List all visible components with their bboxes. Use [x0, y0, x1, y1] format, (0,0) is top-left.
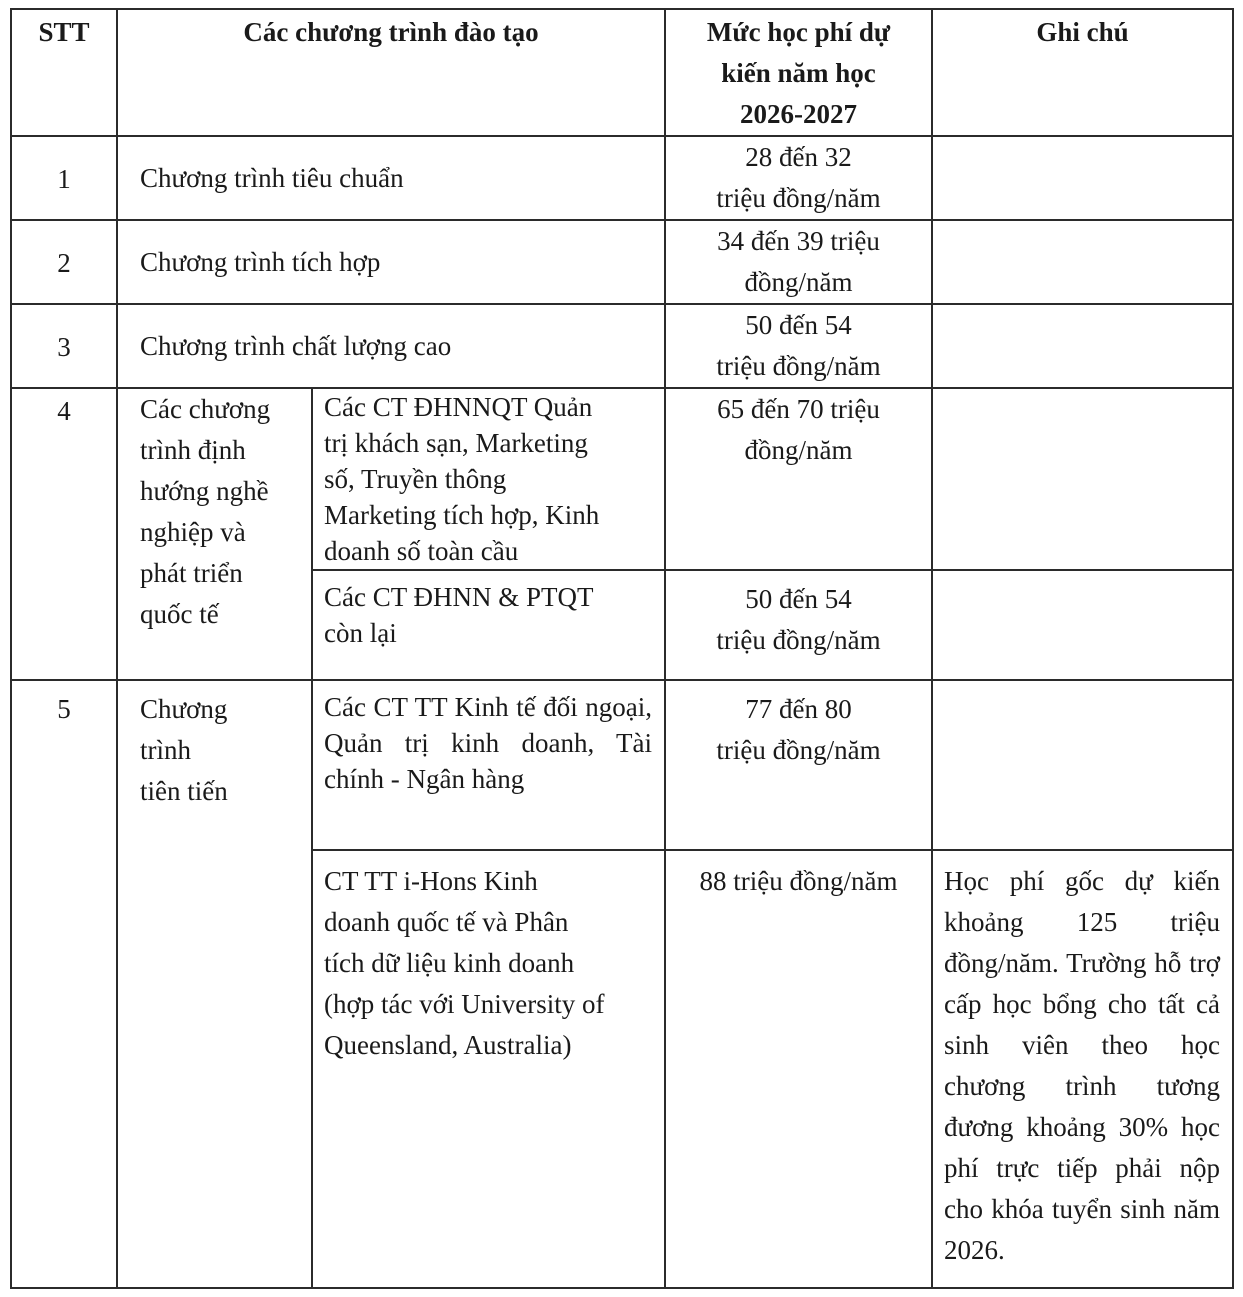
header-note: Ghi chú: [932, 9, 1233, 136]
table-row: [11, 680, 1233, 850]
table-row: [11, 220, 1233, 304]
row-program: Chương trình chất lượng cao: [117, 304, 665, 388]
row-fee: 50 đến 54 triệu đồng/năm: [665, 570, 932, 680]
row-fee: 77 đến 80 triệu đồng/năm: [665, 680, 932, 850]
sub-program: Các CT ĐHNN & PTQT còn lại: [312, 570, 665, 680]
row-note: [932, 570, 1233, 680]
row-fee: 50 đến 54 triệu đồng/năm: [665, 304, 932, 388]
row-note: Học phí gốc dự kiến khoảng 125 triệu đồng/năm. Trường hỗ trợ cấp học bổng cho tất cả sinh viên theo học chương trình tương đương khoảng 30% học phí trực tiếp phải nộp cho khóa tuyển sinh năm 2026.: [932, 850, 1233, 1288]
row-stt: 2: [11, 220, 117, 304]
table-row: [11, 136, 1233, 220]
row-fee: 28 đến 32 triệu đồng/năm: [665, 136, 932, 220]
row-fee: 65 đến 70 triệu đồng/năm: [665, 388, 932, 570]
header-row: [11, 9, 1233, 136]
row-program: Chương trình tiêu chuẩn: [117, 136, 665, 220]
row-stt: 4: [11, 388, 117, 680]
row-note: [932, 220, 1233, 304]
header-stt: STT: [11, 9, 117, 136]
row-fee: 88 triệu đồng/năm: [665, 850, 932, 1288]
header-program: Các chương trình đào tạo: [117, 9, 665, 136]
table-row: [11, 304, 1233, 388]
table-row: [11, 388, 1233, 570]
row-stt: 5: [11, 680, 117, 1288]
row-program: Chương trình tích hợp: [117, 220, 665, 304]
row-fee: 34 đến 39 triệu đồng/năm: [665, 220, 932, 304]
row-note: [932, 388, 1233, 570]
row-note: [932, 680, 1233, 850]
header-fee: Mức học phí dự kiến năm học 2026-2027: [665, 9, 932, 136]
row-stt: 1: [11, 136, 117, 220]
row-note: [932, 304, 1233, 388]
tuition-fee-table: [10, 8, 1234, 1289]
group-program: Chương trình tiên tiến: [117, 680, 312, 1288]
sub-program: CT TT i-Hons Kinh doanh quốc tế và Phân tích dữ liệu kinh doanh (hợp tác với University of Queensland, Australia): [312, 850, 665, 1288]
group-program: Các chương trình định hướng nghề nghiệp và phát triển quốc tế: [117, 388, 312, 680]
sub-program: Các CT ĐHNNQT Quản trị khách sạn, Marketing số, Truyền thông Marketing tích hợp, Kinh doanh số toàn cầu: [312, 388, 665, 570]
row-stt: 3: [11, 304, 117, 388]
row-note: [932, 136, 1233, 220]
sub-program: Các CT TT Kinh tế đối ngoại, Quản trị kinh doanh, Tài chính - Ngân hàng: [312, 680, 665, 850]
